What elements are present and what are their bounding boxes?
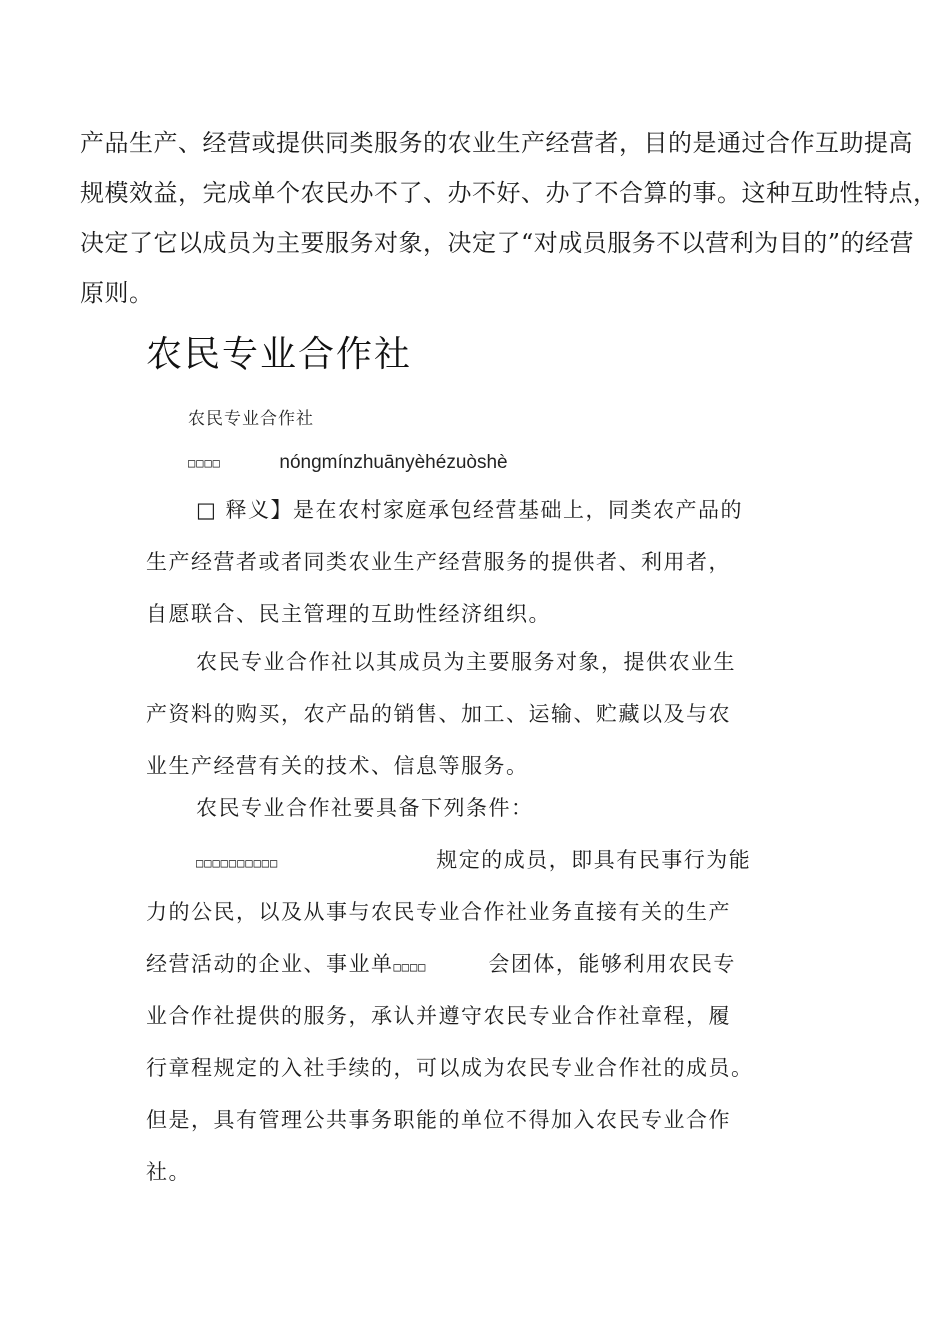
definition-line: 生产经营者或者同类农业生产经营服务的提供者、利用者， <box>146 550 731 574</box>
members-line: 社。 <box>146 1160 191 1184</box>
members-line <box>146 834 826 886</box>
intro-line: 原则。 <box>80 279 154 307</box>
pinyin-row <box>188 452 508 474</box>
definition-paragraph <box>146 484 826 640</box>
conditions-heading: 农民专业合作社要具备下列条件： <box>196 796 534 820</box>
pinyin-label: □□□□ <box>188 456 221 470</box>
term-name: 农民专业合作社 <box>188 409 314 429</box>
members-line: 力的公民，以及从事与农民专业合作社业务直接有关的生产 <box>146 900 731 924</box>
definition-line: 自愿联合、民主管理的互助性经济组织。 <box>146 602 551 626</box>
definition-line: □ 释义】是在农村家庭承包经营基础上，同类农产品的 <box>196 498 744 522</box>
intro-line: 产品生产、经营或提供同类服务的农业生产经营者，目的是通过合作互助提高 <box>80 129 913 157</box>
garbled-text: □□□□ <box>393 960 427 974</box>
members-text: 规定的成员，即具有民事行为能 <box>436 848 752 872</box>
section-title: 农民专业合作社 <box>146 334 413 375</box>
members-text: 经营活动的企业、事业单 <box>146 952 394 976</box>
services-paragraph <box>146 636 826 792</box>
garbled-text: □□□□□□□□□□ <box>196 856 279 870</box>
intro-line: 规模效益，完成单个农民办不了、办不好、办了不合算的事。这种互助性特点， <box>80 179 938 207</box>
members-line: 业合作社提供的服务，承认并遵守农民专业合作社章程，履 <box>146 1004 731 1028</box>
members-paragraph <box>146 834 826 1198</box>
services-line: 业生产经营有关的技术、信息等服务。 <box>146 754 529 778</box>
members-line <box>146 938 826 990</box>
members-line: 但是，具有管理公共事务职能的单位不得加入农民专业合作 <box>146 1108 731 1132</box>
pinyin-text: nóngmínzhuānyèhézuòshè <box>279 452 508 473</box>
intro-line: 决定了它以成员为主要服务对象，决定了“对成员服务不以营利为目的”的经营 <box>80 229 915 257</box>
conditions-paragraph <box>146 782 826 834</box>
services-line: 农民专业合作社以其成员为主要服务对象，提供农业生 <box>196 650 736 674</box>
members-text: 会团体，能够利用农民专 <box>488 952 736 976</box>
services-line: 产资料的购买，农产品的销售、加工、运输、贮藏以及与农 <box>146 702 731 726</box>
members-line: 行章程规定的入社手续的，可以成为农民专业合作社的成员。 <box>146 1056 754 1080</box>
intro-paragraph <box>80 118 938 318</box>
